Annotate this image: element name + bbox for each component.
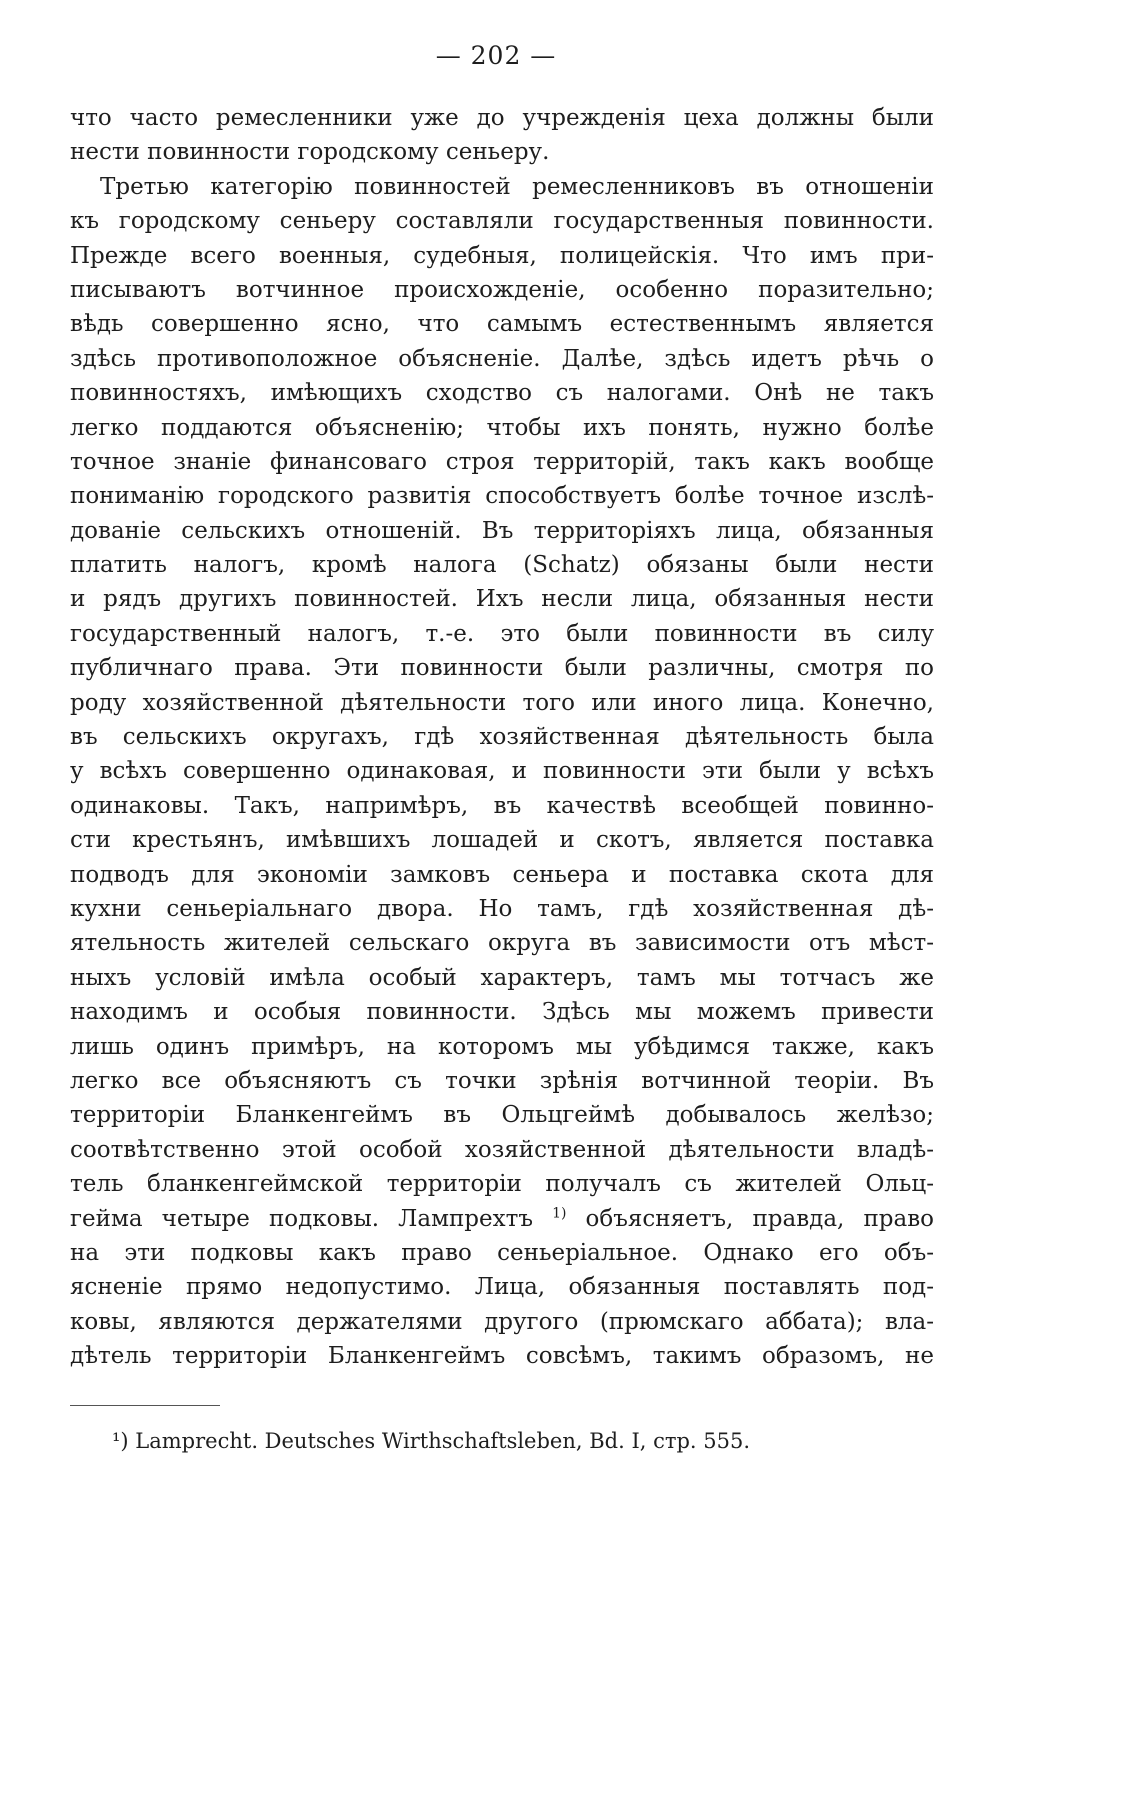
- text-line: точное знаніе финансоваго строя территорій, такъ какъ вообще: [70, 448, 934, 475]
- text-line: у всѣхъ совершенно одинаковая, и повинности эти были у всѣхъ: [70, 758, 934, 785]
- text-line: повинностяхъ, имѣющихъ сходство съ налогами. Онѣ не такъ: [70, 380, 934, 407]
- text-line: соотвѣтственно этой особой хозяйственной дѣятельности владѣ-: [70, 1136, 934, 1163]
- text-line: государственный налогъ, т.-е. это были повинности въ силу: [70, 620, 934, 647]
- text-line: писываютъ вотчинное происхожденіе, особенно поразительно;: [70, 276, 934, 303]
- footnote-divider: [70, 1405, 220, 1406]
- text-line: кухни сеньеріальнаго двора. Но тамъ, гдѣ хозяйственная дѣ-: [70, 895, 934, 922]
- text-line: что часто ремесленники уже до учрежденія цеха должны были: [70, 105, 934, 131]
- text-segment: объясняетъ, правда, право: [566, 1205, 935, 1232]
- text-line: въ сельскихъ округахъ, гдѣ хозяйственная дѣятельность была: [70, 724, 934, 751]
- footnote-mark: ¹): [112, 1429, 129, 1453]
- text-line: и рядъ другихъ повинностей. Ихъ несли лица, обязанныя нести: [70, 586, 934, 613]
- text-line: ныхъ условій имѣла особый характеръ, тамъ мы тотчасъ же: [70, 964, 934, 991]
- text-line: публичнаго права. Эти повинности были различны, смотря по: [70, 655, 934, 682]
- text-line: здѣсь противоположное объясненіе. Далѣе, здѣсь идетъ рѣчь о: [70, 345, 934, 372]
- text-line: одинаковы. Такъ, напримѣръ, въ качествѣ всеобщей повинно-: [70, 792, 934, 819]
- text-segment: гейма четыре подковы. Лампрехтъ: [70, 1205, 533, 1232]
- footnote-text: Lamprecht. Deutsches Wirthschaftsleben, Bd. I, стр. 555.: [128, 1429, 751, 1453]
- text-line: Третью категорію повинностей ремесленниковъ въ отношеніи: [100, 173, 934, 200]
- text-line: платить налогъ, кромѣ налога (Schatz) обязаны были нести: [70, 552, 934, 579]
- text-line: ятельность жителей сельскаго округа въ зависимости отъ мѣст-: [70, 930, 934, 957]
- text-line: ясненіе прямо недопустимо. Лица, обязанныя поставлять под-: [70, 1274, 934, 1301]
- text-line: лишь одинъ примѣръ, на которомъ мы убѣдимся также, какъ: [70, 1033, 934, 1060]
- text-line: территоріи Бланкенгеймъ въ Ольцгеймѣ добывалось желѣзо;: [70, 1102, 934, 1129]
- text-line: находимъ и особыя повинности. Здѣсь мы можемъ привести: [70, 999, 934, 1026]
- footnote-reference: 1): [552, 1204, 567, 1221]
- text-line: пониманію городского развитія способствуетъ болѣе точное изслѣ-: [70, 483, 934, 510]
- text-line: дѣтель территоріи Бланкенгеймъ совсѣмъ, такимъ образомъ, не: [70, 1343, 934, 1370]
- text-line: вѣдь совершенно ясно, что самымъ естественнымъ является: [70, 311, 934, 338]
- text-line: дованіе сельскихъ отношеній. Въ территоріяхъ лица, обязанныя: [70, 517, 934, 544]
- text-line-with-footnote-ref: [70, 1202, 934, 1236]
- body-text: [70, 101, 934, 1373]
- text-line: сти крестьянъ, имѣвшихъ лошадей и скотъ, является поставка: [70, 827, 934, 854]
- text-line: на эти подковы какъ право сеньеріальное. Однако его объ-: [70, 1239, 934, 1266]
- text-line: тель бланкенгеймской территоріи получалъ съ жителей Ольц-: [70, 1171, 934, 1198]
- text-line: Прежде всего военныя, судебныя, полицейскія. Что имъ при-: [70, 242, 934, 269]
- text-line: нести повинности городскому сеньеру.: [70, 139, 550, 166]
- footnote: [112, 1426, 750, 1456]
- text-line: подводъ для экономіи замковъ сеньера и поставка скота для: [70, 861, 934, 888]
- page-number: — 202 —: [435, 41, 557, 70]
- text-line: легко поддаются объясненію; чтобы ихъ понять, нужно болѣе: [70, 414, 934, 441]
- text-line: ковы, являются держателями другого (прюмскаго аббата); вла-: [70, 1308, 934, 1335]
- text-line: къ городскому сеньеру составляли государственныя повинности.: [70, 208, 934, 235]
- text-line: легко все объясняютъ съ точки зрѣнія вотчинной теоріи. Въ: [70, 1067, 934, 1094]
- text-line: роду хозяйственной дѣятельности того или иного лица. Конечно,: [70, 689, 934, 716]
